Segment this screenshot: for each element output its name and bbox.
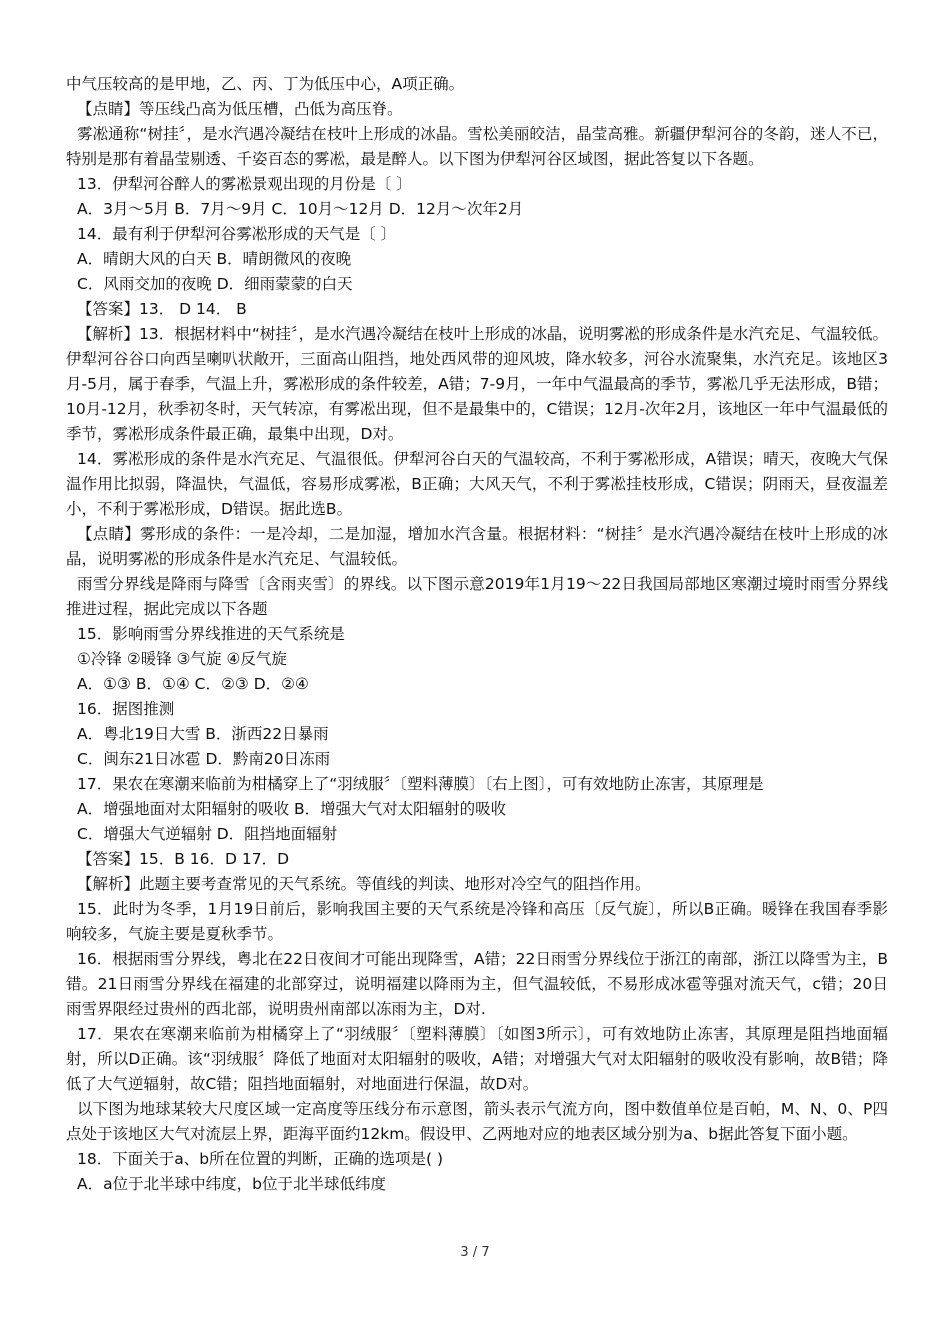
question-18-option-a: A．a位于北半球中纬度，b位于北半球低纬度	[77, 1175, 386, 1193]
question-17: 17．果农在寒潮来临前为柑橘穿上了“羽绒服〞〔塑料薄膜〕〔右上图〕，可有效地防止冻害，其原理是	[77, 775, 764, 793]
analysis-15: 15．此时为冬季，1月19日前后，影响我国主要的天气系统是冷锋和高压〔反气旋〕，所以B正确。暖锋在我国春季影响较多，气旋主要是夏秋季节。	[66, 900, 888, 943]
question-18: 18．下面关于a、b所在位置的判断，正确的选项是( )	[77, 1150, 444, 1168]
question-13: 13．伊犁河谷醉人的雾凇景观出现的月份是〔 〕	[77, 175, 412, 193]
answer-15-17: 【答案】15．B 16．D 17．D	[77, 850, 290, 868]
question-16: 16．据图推测	[77, 700, 175, 718]
analysis-13: 【解析】13．根据材料中“树挂〞，是水汽遇冷凝结在枝叶上形成的冰晶，说明雾凇的形成条件是水汽充足、气温较低。伊犁河谷谷口向西呈喇叭状敞开，三面高山阻挡，地处西风带的迎风坡，降水较多，河谷水流聚集，水汽充足。该地区3月-5月，属于春季，气温上升，雾凇形成的条件较差，A错；7-9月，一年中气温最高的季节，雾凇几乎无法形成，B错；10月-12月，秋季初冬时，天气转凉，有雾凇出现，但不是最集中的，C错误；12月-次年2月，该地区一年中气温最低的季节，雾凇形成条件最正确，最集中出现，D对。	[66, 325, 888, 443]
text-line: 中气压较高的是甲地，乙、丙、丁为低压中心，A项正确。	[66, 75, 465, 93]
question-17-options-ab: A．增强地面对太阳辐射的吸收 B．增强大气对太阳辐射的吸收	[77, 800, 507, 818]
document-body	[66, 72, 888, 1197]
question-15: 15．影响雨雪分界线推进的天气系统是	[77, 625, 345, 643]
material-paragraph: 雾凇通称“树挂〞，是水汽遇冷凝结在枝叶上形成的冰晶。雪松美丽皎洁，晶莹高雅。新疆伊犁河谷的冬韵，迷人不已，特别是那有着晶莹剔透、千姿百态的雾凇，最是醉人。以下图为伊犁河谷区域图，据此答复以下各题。	[66, 125, 888, 168]
question-14-options-ab: A．晴朗大风的白天 B．晴朗微风的夜晚	[77, 250, 352, 268]
material-paragraph-3: 以下图为地球某较大尺度区域一定高度等压线分布示意图，箭头表示气流方向，图中数值单位是百帕，M、N、0、P四点处于该地区大气对流层上界，距海平面约12km。假设甲、乙两地对应的地表区域分别为a、b据此答复下面小题。	[66, 1100, 888, 1143]
tip-paragraph-2: 【点睛】雾形成的条件：一是冷却，二是加湿，增加水汽含量。根据材料：“树挂〞是水汽遇冷凝结在枝叶上形成的冰晶，说明雾凇的形成条件是水汽充足、气温较低。	[66, 525, 888, 568]
question-13-options: A．3月～5月 B．7月～9月 C．10月～12月 D．12月～次年2月	[77, 200, 524, 218]
question-16-options-ab: A．粤北19日大雪 B．浙西22日暴雨	[77, 725, 329, 743]
question-14-options-cd: C．风雨交加的夜晚 D．细雨蒙蒙的白天	[77, 275, 353, 293]
tip-paragraph: 【点睛】等压线凸高为低压槽，凸低为高压脊。	[77, 100, 403, 118]
material-paragraph-2: 雨雪分界线是降雨与降雪〔含雨夹雪〕的界线。以下图示意2019年1月19～22日我国局部地区寒潮过境时雨雪分界线推进过程，据此完成以下各题	[66, 575, 888, 618]
question-14: 14．最有利于伊犁河谷雾凇形成的天气是〔 〕	[77, 225, 397, 243]
question-15-items: ①冷锋 ②暖锋 ③气旋 ④反气旋	[77, 650, 287, 668]
question-16-options-cd: C．闽东21日冰雹 D．黔南20日冻雨	[77, 750, 331, 768]
analysis-14: 14．雾凇形成的条件是水汽充足、气温很低。伊犁河谷白天的气温较高，不利于雾凇形成，A错误；晴天，夜晚大气保温作用比拟弱，降温快，气温低，容易形成雾凇，B正确；大风天气，不利于雾凇挂枝形成，C错误；阴雨天，昼夜温差小，不利于雾凇形成，D错误。据此选B。	[66, 450, 888, 518]
answer-13-14: 【答案】13． D 14． B	[77, 300, 247, 318]
analysis-intro: 【解析】此题主要考查常见的天气系统。等值线的判读、地形对冷空气的阻挡作用。	[77, 875, 651, 893]
question-15-options: A．①③ B．①④ C．②③ D．②④	[77, 675, 309, 693]
page-number: 3 / 7	[460, 1245, 490, 1260]
analysis-16: 16．根据雨雪分界线，粤北在22日夜间才可能出现降雪，A错；22日雨雪分界线位于浙江的南部，浙江以降雪为主，B错。21日雨雪分界线在福建的北部穿过，说明福建以降雨为主，但气温较低，不易形成冰雹等强对流天气，c错；20日雨雪界限经过贵州的西北部，说明贵州南部以冻雨为主，D对.	[66, 950, 888, 1018]
analysis-17: 17．果农在寒潮来临前为柑橘穿上了“羽绒服〞〔塑料薄膜〕〔如图3所示〕，可有效地防止冻害，其原理是阻挡地面辐射，所以D正确。该“羽绒服〞降低了地面对太阳辐射的吸收，A错；对增强大气对太阳辐射的吸收没有影响，故B错；降低了大气逆辐射，故C错；阻挡地面辐射，对地面进行保温，故D对。	[66, 1025, 888, 1093]
question-17-options-cd: C．增强大气逆辐射 D．阻挡地面辐射	[77, 825, 338, 843]
